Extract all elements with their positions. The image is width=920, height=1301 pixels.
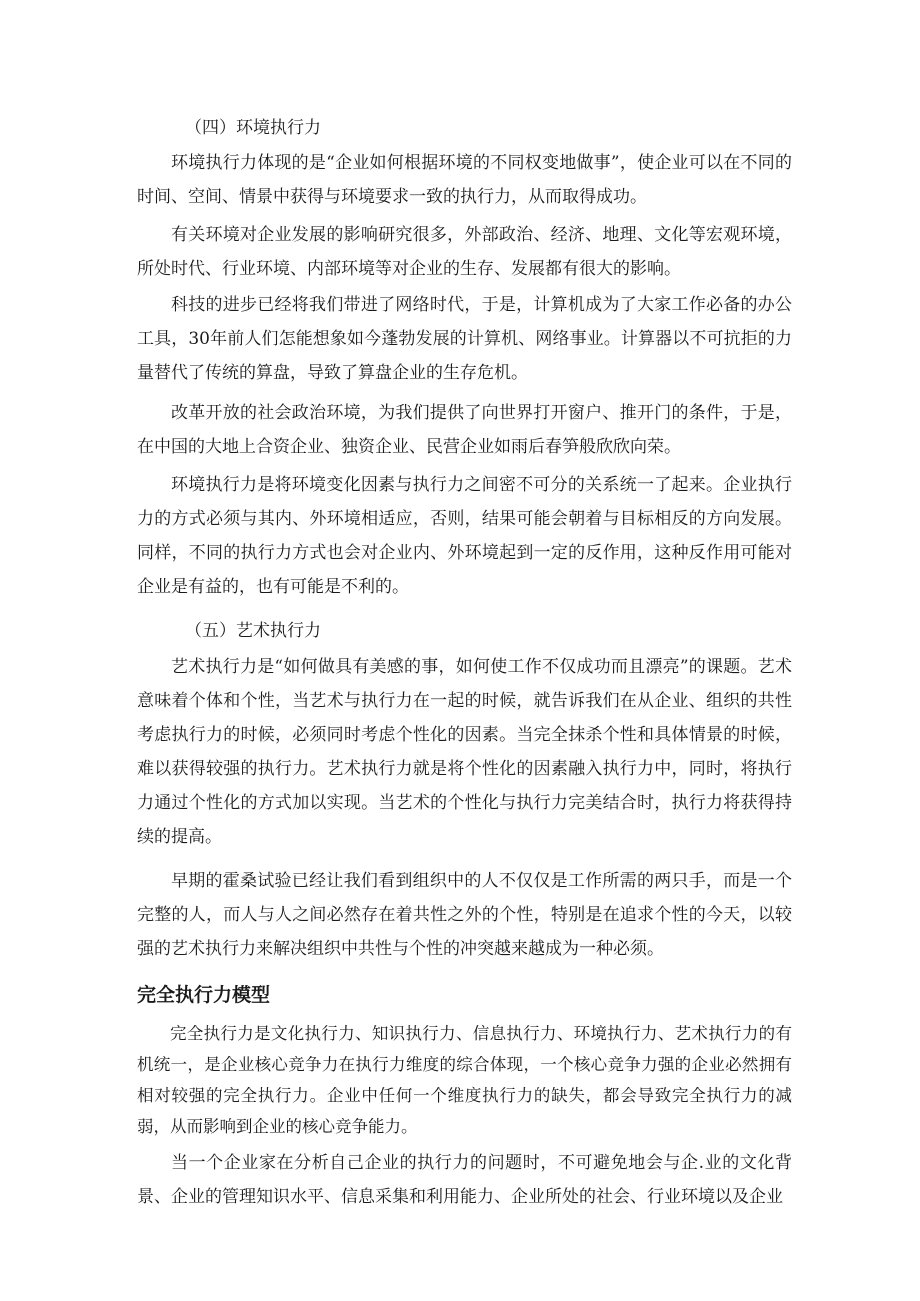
section-5-title: （五）艺术执行力 <box>185 621 321 641</box>
section-4-paragraph-2: 有关环境对企业发展的影响研究很多，外部政治、经济、地理、文化等宏观环境，所处时代、行业环境、内部环境等对企业的生存、发展都有很大的影响。 <box>137 225 792 279</box>
section-5-paragraph-1: 艺术执行力是“如何做具有美感的事，如何使工作不仅成功而且漂亮”的课题。艺术意味着个体和个性，当艺术与执行力在一起的时候，就告诉我们在从企业、组织的共性考虑执行力的时候，必须同时考虑个性化的因素。当完全抹杀个性和具体情景的时候，难以获得较强的执行力。艺术执行力就是将个性化的因素融入执行力中，同时，将执行力通过个性化的方式加以实现。当艺术的个性化与执行力完美结合时，执行力将获得持续的提高。 <box>137 657 792 847</box>
model-paragraph-1: 完全执行力是文化执行力、知识执行力、信息执行力、环境执行力、艺术执行力的有机统一，是企业核心竞争力在执行力维度的综合体现，一个核心竞争力强的企业必然拥有相对较强的完全执行力。企业中任何一个维度执行力的缺失，都会导致完全执行力的减弱，从而影响到企业的核心竞争能力。 <box>137 1024 792 1136</box>
section-4-paragraph-4: 改革开放的社会政治环境，为我们提供了向世界打开窗户、推开门的条件，于是，在中国的大地上合资企业、独资企业、民营企业如雨后春笋般欣欣向荣。 <box>137 403 792 457</box>
section-4-title: （四）环境执行力 <box>185 118 321 138</box>
section-5-paragraph-2: 早期的霍桑试验已经让我们看到组织中的人不仅仅是工作所需的两只手，而是一个完整的人，而人与人之间必然存在着共性之外的个性，特别是在追求个性的今天，以较强的艺术执行力来解决组织中共性与个性的冲突越来越成为一种必须。 <box>137 871 792 959</box>
model-heading: 完全执行力模型 <box>137 984 271 1006</box>
section-4-paragraph-3: 科技的进步已经将我们带进了网络时代，于是，计算机成为了大家工作必备的办公工具，30年前人们怎能想象如今蓬勃发展的计算机、网络事业。计算器以不可抗拒的力量替代了传统的算盘，导致了算盘企业的生存危机。 <box>137 295 792 383</box>
section-4-paragraph-1: 环境执行力体现的是“企业如何根据环境的不同权变地做事”，使企业可以在不同的时间、空间、情景中获得与环境要求一致的执行力，从而取得成功。 <box>137 153 792 207</box>
model-paragraph-2: 当一个企业家在分析自己企业的执行力的问题时，不可避免地会与企.业的文化背景、企业的管理知识水平、信息采集和利用能力、企业所处的社会、行业环境以及企业 <box>137 1153 792 1207</box>
section-4-paragraph-5: 环境执行力是将环境变化因素与执行力之间密不可分的关系统一了起来。企业执行力的方式必须与其内、外环境相适应，否则，结果可能会朝着与目标相反的方向发展。同样，不同的执行力方式也会对企业内、外环境起到一定的反作用，这种反作用可能对企业是有益的，也有可能是不利的。 <box>137 475 792 597</box>
